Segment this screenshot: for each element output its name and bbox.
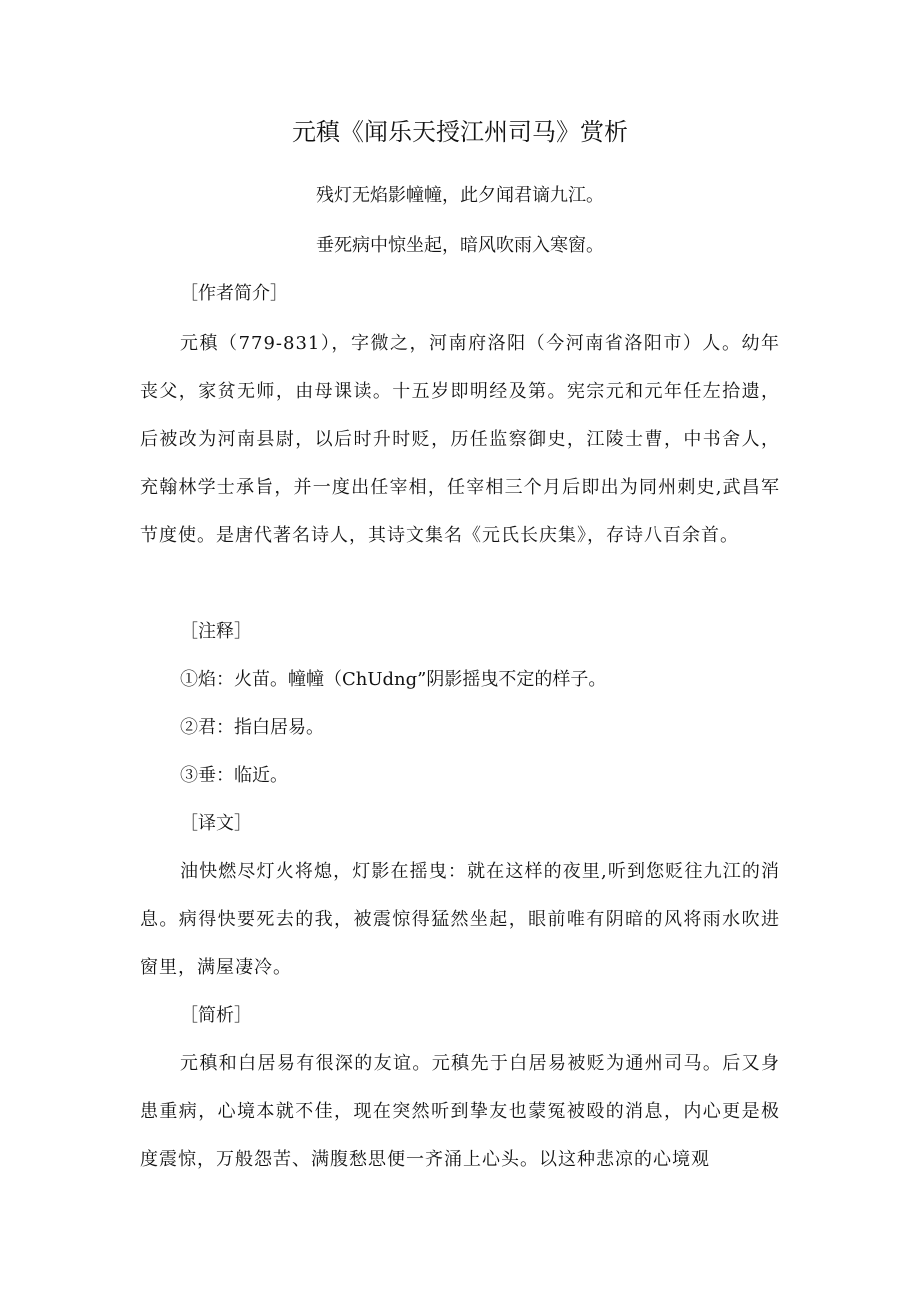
analysis-paragraph: 元稹和白居易有很深的友谊。元稹先于白居易被贬为通州司马。后又身患重病，心境本就不佳，现在突然听到挚友也蒙冤被殴的消息，内心更是极度震惊，万般怨苦、满腹愁思便一齐涌上心头。以这种悲凉的心境观: [140, 1053, 780, 1170]
poem-line-2: 垂死病中惊坐起，暗风吹雨入寒窗。: [316, 235, 604, 256]
translation-heading: ［译文］: [180, 813, 252, 834]
note-item-2: ②君：指白居易。: [180, 717, 324, 738]
poem-line-1: 残灯无焰影幢幢，此夕闻君谪九江。: [316, 185, 604, 206]
author-paragraph: 元稹（779-831），字微之，河南府洛阳（今河南省洛阳市）人。幼年丧父，家贫无师，由母课读。十五岁即明经及第。宪宗元和元年任左拾遗，后被改为河南县尉，以后时升时贬，历任监察御史，江陵士曹，中书舍人，充翰林学士承旨，并一度出任宰相，任宰相三个月后即出为同州刺史,武昌军节度使。是唐代著名诗人，其诗文集名《元氏长庆集》，存诗八百余首。: [140, 333, 780, 546]
author-heading: ［作者简介］: [180, 283, 288, 304]
note-item-1: ①焰：火苗。幢幢（ChUdng”阴影摇曳不定的样子。: [180, 669, 607, 690]
document-title: 元稹《闻乐天授江州司马》赏析: [292, 118, 628, 146]
translation-paragraph: 油快燃尽灯火将熄，灯影在摇曳：就在这样的夜里,听到您贬往九江的消息。病得快要死去的我，被震惊得猛然坐起，眼前唯有阴暗的风将雨水吹进窗里，满屋凄冷。: [140, 861, 780, 978]
analysis-heading: ［简析］: [180, 1005, 252, 1026]
notes-heading: ［注释］: [180, 621, 252, 642]
note-item-3: ③垂：临近。: [180, 765, 288, 786]
